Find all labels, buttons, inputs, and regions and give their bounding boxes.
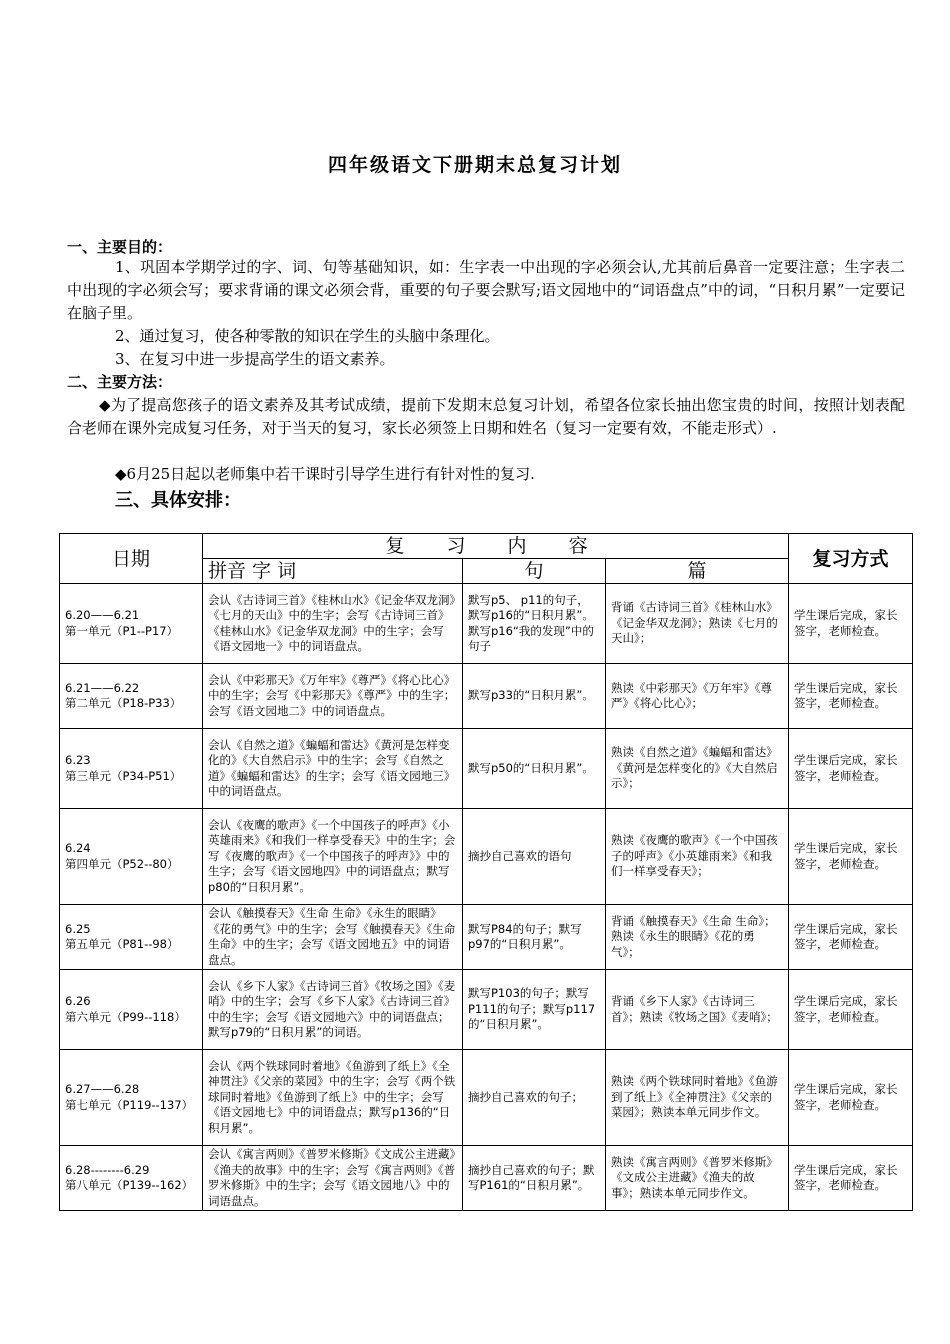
sentence-cell: 默写P103的句子；默写P111的句子；默写p117的“日积月累”。 bbox=[463, 970, 606, 1050]
date-range: 6.20——6.21 bbox=[65, 608, 140, 622]
unit-label: 第八单元（P139--162） bbox=[65, 1178, 194, 1192]
section2-para1: ◆为了提高您孩子的语文素养及其考试成绩，提前下发期末总复习计划，希望各位家长抽出您宝贵的时间，按照计划表配合老师在课外完成复习任务，对于当天的复习，家长必须签上日期和姓名（复习一定要有效，不能走形式）. bbox=[67, 396, 905, 437]
section3-heading: 三、具体安排： bbox=[115, 490, 241, 511]
method-cell: 学生课后完成，家长签字，老师检查。 bbox=[789, 905, 913, 970]
table-row bbox=[60, 905, 913, 970]
method-cell: 学生课后完成，家长签字，老师检查。 bbox=[789, 584, 913, 664]
header-method: 复习方式 bbox=[789, 534, 913, 584]
method-cell: 学生课后完成，家长签字，老师检查。 bbox=[789, 1050, 913, 1146]
date-cell bbox=[60, 809, 203, 905]
words-cell: 会认《自然之道》《蝙蝠和雷达》《黄河是怎样变化的》《大自然启示》中的生字；会写《自然之道》《蝙蝠和雷达》的生字；会写《语文园地三》中的词语盘点。 bbox=[203, 729, 463, 809]
passage-cell: 背诵《古诗词三首》《桂林山水》《记金华双龙洞》；熟读《七月的天山》； bbox=[606, 584, 789, 664]
passage-cell: 熟读《自然之道》《蝙蝠和雷达》《黄河是怎样变化的》《大自然启示》； bbox=[606, 729, 789, 809]
unit-label: 第二单元（P18-P33） bbox=[65, 696, 182, 710]
section2-para2: ◆6月25日起以老师集中若干课时引导学生进行有针对性的复习. bbox=[115, 465, 535, 483]
words-cell: 会认《寓言两则》《普罗米修斯》《文成公主进藏》《渔夫的故事》中的生字；会写《寓言两则》《普罗米修斯》中的生字；会写《语文园地八》中的词语盘点。 bbox=[203, 1146, 463, 1211]
table-row bbox=[60, 1146, 913, 1211]
words-cell: 会认《乡下人家》《古诗词三首》《牧场之国》《麦哨》中的生字；会写《乡下人家》《古诗词三首》中的生字；会写《语文园地六》中的词语盘点；默写p79的“日积月累”的词语。 bbox=[203, 970, 463, 1050]
sentence-cell: 默写p5、 p11的句子，默写p16的“日积月累”。默写p16“我的发现”中的句子 bbox=[463, 584, 606, 664]
words-cell: 会认《古诗词三首》《桂林山水》《记金华双龙洞》《七月的天山》中的生字；会写《古诗词三首》《桂林山水》《记金华双龙洞》中的生字；会写《语文园地一》中的词语盘点。 bbox=[203, 584, 463, 664]
sentence-cell: 默写p50的“日积月累”。 bbox=[463, 729, 606, 809]
sentence-cell: 摘抄自己喜欢的句子；默写P161的“日积月累”。 bbox=[463, 1146, 606, 1211]
date-range: 6.27——6.28 bbox=[65, 1082, 140, 1096]
words-cell: 会认《触摸春天》《生命 生命》《永生的眼睛》《花的勇气》中的生字；会写《触摸春天》《生命 生命》中的生字；会写《语文园地五》中的词语盘点。 bbox=[203, 905, 463, 970]
date-range: 6.25 bbox=[65, 921, 91, 936]
table-row bbox=[60, 664, 913, 729]
section2-heading: 二、主要方法： bbox=[67, 373, 173, 391]
review-schedule-table bbox=[59, 533, 913, 1211]
unit-label: 第一单元（P1--P17） bbox=[65, 623, 179, 638]
method-cell: 学生课后完成，家长签字，老师检查。 bbox=[789, 970, 913, 1050]
table-row bbox=[60, 584, 913, 664]
header-date: 日期 bbox=[60, 534, 203, 584]
passage-cell: 熟读《两个铁球同时着地》《鱼游到了纸上》《全神贯注》《父亲的菜园》；熟读本单元同步作文。 bbox=[606, 1050, 789, 1146]
unit-label: 第四单元（P52--80） bbox=[65, 856, 179, 871]
header-content: 复 习 内 容 bbox=[203, 534, 789, 559]
passage-cell: 背诵《触摸春天》《生命 生命》；熟读《永生的眼睛》《花的勇气》； bbox=[606, 905, 789, 970]
date-cell bbox=[60, 1146, 203, 1211]
passage-cell: 熟读《寓言两则》《普罗米修斯》《文成公主进藏》《渔夫的故事》；熟读本单元同步作文。 bbox=[606, 1146, 789, 1211]
date-cell bbox=[60, 1050, 203, 1146]
date-cell bbox=[60, 729, 203, 809]
date-cell bbox=[60, 905, 203, 970]
words-cell: 会认《夜鹰的歌声》《一个中国孩子的呼声》《小英雄雨来》《和我们一样享受春天》中的生字；会写《夜鹰的歌声》《一个中国孩子的呼声》》中的生字；会写《语文园地四》中的词语盘点；默写p80的“日积月累”。 bbox=[203, 809, 463, 905]
passage-cell: 熟读《夜鹰的歌声》《一个中国孩子的呼声》《小英雄雨来》《和我们一样享受春天》； bbox=[606, 809, 789, 905]
header-pinyin: 拼音 字 词 bbox=[203, 559, 463, 584]
section1-item2: 2、通过复习，使各种零散的知识在学生的头脑中条理化。 bbox=[115, 327, 500, 345]
date-range: 6.28--------6.29 bbox=[65, 1162, 150, 1177]
words-cell: 会认《两个铁球同时着地》《鱼游到了纸上》《全神贯注》《父亲的菜园》中的生字；会写《两个铁球同时着地》《鱼游到了纸上》中的生字；会写《语文园地七》中的词语盘点；默写p136的“日积月累”。 bbox=[203, 1050, 463, 1146]
unit-label: 第五单元（P81--98） bbox=[65, 937, 179, 951]
section1-item3: 3、在复习中进一步提高学生的语文素养。 bbox=[115, 350, 395, 368]
date-range: 6.24 bbox=[65, 841, 91, 855]
date-cell bbox=[60, 970, 203, 1050]
passage-cell: 熟读《中彩那天》《万年牢》《尊严》《将心比心》； bbox=[606, 664, 789, 729]
date-cell bbox=[60, 584, 203, 664]
method-cell: 学生课后完成，家长签字，老师检查。 bbox=[789, 809, 913, 905]
table-row bbox=[60, 1050, 913, 1146]
method-cell: 学生课后完成，家长签字，老师检查。 bbox=[789, 664, 913, 729]
sentence-cell: 摘抄自己喜欢的语句 bbox=[463, 809, 606, 905]
table-row bbox=[60, 970, 913, 1050]
table-row bbox=[60, 809, 913, 905]
sentence-cell: 默写P84的句子；默写p97的“日积月累”。 bbox=[463, 905, 606, 970]
section1-item1: 1、巩固本学期学过的字、词、句等基础知识，如：生字表一中出现的字必须会认,尤其前后鼻音一定要注意；生字表二中出现的字必须会写；要求背诵的课文必须会背，重要的句子要会默写;语文园地中的“词语盘点”中的词，“日积月累”一定要记在脑子里。 bbox=[67, 258, 905, 322]
date-range: 6.21——6.22 bbox=[65, 680, 140, 695]
method-cell: 学生课后完成，家长签字，老师检查。 bbox=[789, 729, 913, 809]
words-cell: 会认《中彩那天》《万年牢》《尊严》《将心比心》中的生字；会写《中彩那天》《尊严》中的生字；会写《语文园地二》中的词语盘点。 bbox=[203, 664, 463, 729]
header-passage: 篇 bbox=[606, 559, 789, 584]
method-cell: 学生课后完成，家长签字，老师检查。 bbox=[789, 1146, 913, 1211]
passage-cell: 背诵《乡下人家》《古诗词三首》；熟读《牧场之国》《麦哨》； bbox=[606, 970, 789, 1050]
date-range: 6.23 bbox=[65, 753, 91, 767]
section1-heading: 一、主要目的： bbox=[67, 238, 173, 256]
unit-label: 第七单元（P119--137） bbox=[65, 1097, 194, 1112]
unit-label: 第三单元（P34-P51） bbox=[65, 768, 182, 783]
header-sentence: 句 bbox=[463, 559, 606, 584]
document-title: 四年级语文下册期末总复习计划 bbox=[327, 154, 622, 176]
date-range: 6.26 bbox=[65, 994, 91, 1008]
table-row bbox=[60, 729, 913, 809]
date-cell bbox=[60, 664, 203, 729]
sentence-cell: 摘抄自己喜欢的句子； bbox=[463, 1050, 606, 1146]
sentence-cell: 默写p33的“日积月累”。 bbox=[463, 664, 606, 729]
unit-label: 第六单元（P99--118） bbox=[65, 1009, 186, 1024]
